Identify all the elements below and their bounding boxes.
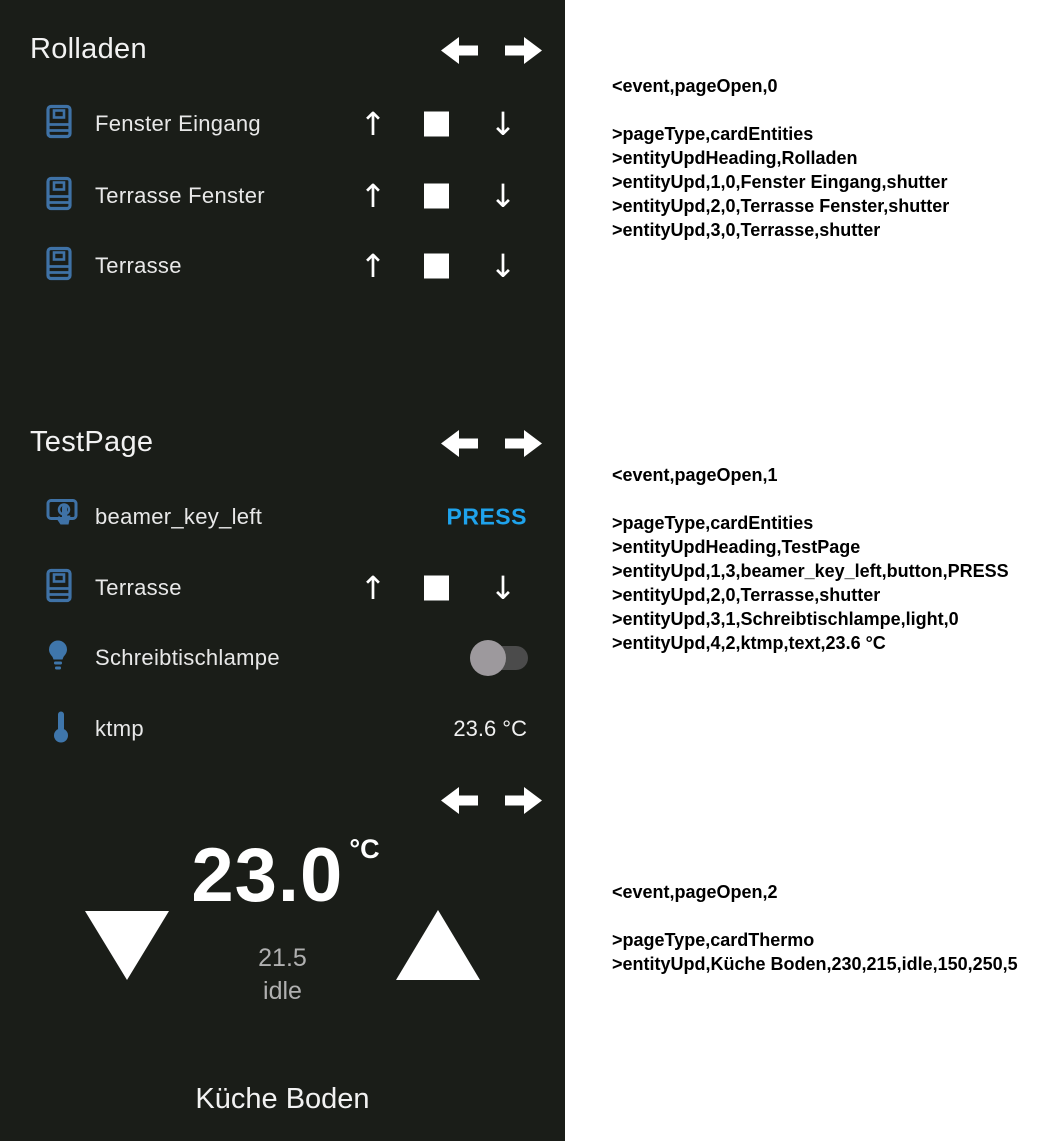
log-line: >entityUpdHeading,Rolladen (612, 148, 858, 168)
entity-row (0, 244, 565, 288)
nav-right-icon[interactable] (505, 785, 543, 816)
entity-row (0, 174, 565, 218)
shutter-down-icon[interactable]: ↓ (489, 569, 517, 607)
nav-left-icon[interactable] (440, 785, 478, 816)
log-line: >entityUpd,2,0,Terrasse Fenster,shutter (612, 196, 950, 216)
lightbulb-icon (46, 639, 70, 678)
log-line: >entityUpd,4,2,ktmp,text,23.6 °C (612, 633, 886, 653)
log-block-page1 (612, 463, 1009, 655)
entity-label: Terrasse (95, 575, 182, 600)
shutter-up-icon[interactable]: ↑ (359, 105, 387, 143)
card-heading-testpage: TestPage (30, 426, 154, 458)
entity-label: ktmp (95, 716, 144, 741)
log-line: >pageType,cardEntities (612, 513, 814, 533)
log-line: >entityUpd,1,3,beamer_key_left,button,PRESS (612, 561, 1009, 581)
log-line: >entityUpd,Küche Boden,230,215,idle,150,250,5 (612, 954, 1018, 974)
temperature-unit: °C (349, 834, 380, 864)
shutter-icon (46, 105, 72, 144)
thermometer-icon (52, 710, 70, 749)
entity-label: beamer_key_left (95, 504, 263, 529)
entity-row (0, 102, 565, 146)
log-line: >entityUpd,1,0,Fenster Eingang,shutter (612, 172, 948, 192)
entity-row (0, 636, 565, 680)
setpoint-temperature: 21.5 (258, 944, 307, 972)
button-press-icon (46, 498, 78, 537)
shutter-icon (46, 177, 72, 216)
log-block-page0 (612, 74, 949, 242)
log-line (612, 904, 1018, 928)
entity-label: Schreibtischlampe (95, 645, 280, 670)
log-block-page2 (612, 880, 1018, 976)
light-toggle[interactable] (470, 640, 528, 676)
entity-row (0, 495, 565, 539)
entity-label: Terrasse (95, 253, 182, 278)
shutter-icon (46, 569, 72, 608)
thermostat-name: Küche Boden (195, 1083, 370, 1115)
nav-right-icon[interactable] (505, 428, 543, 459)
log-line: >entityUpd,3,0,Terrasse,shutter (612, 220, 881, 240)
current-temperature (0, 833, 565, 918)
nav-left-icon[interactable] (440, 35, 478, 66)
nav-right-icon[interactable] (505, 35, 543, 66)
entity-label: Fenster Eingang (95, 111, 261, 136)
temperature-value: 23.6 °C (453, 716, 527, 741)
log-line (612, 98, 949, 122)
nav-left-icon[interactable] (440, 428, 478, 459)
entity-label: Terrasse Fenster (95, 183, 265, 208)
current-temperature-value: 23.0 (191, 833, 344, 918)
hvac-state: idle (263, 977, 302, 1005)
shutter-stop-icon[interactable] (424, 254, 449, 279)
log-line: <event,pageOpen,0 (612, 76, 778, 96)
shutter-up-icon[interactable]: ↑ (359, 177, 387, 215)
card-heading-rolladen: Rolladen (30, 33, 147, 65)
log-line: <event,pageOpen,2 (612, 882, 778, 902)
shutter-stop-icon[interactable] (424, 576, 449, 601)
shutter-down-icon[interactable]: ↓ (489, 177, 517, 215)
entity-row (0, 566, 565, 610)
log-line (612, 487, 1009, 511)
shutter-up-icon[interactable]: ↑ (359, 569, 387, 607)
shutter-icon (46, 247, 72, 286)
shutter-up-icon[interactable]: ↑ (359, 247, 387, 285)
log-line: >entityUpd,3,1,Schreibtischlampe,light,0 (612, 609, 959, 629)
log-line: >entityUpdHeading,TestPage (612, 537, 861, 557)
shutter-down-icon[interactable]: ↓ (489, 105, 517, 143)
shutter-down-icon[interactable]: ↓ (489, 247, 517, 285)
entity-row (0, 707, 565, 751)
log-line: <event,pageOpen,1 (612, 465, 778, 485)
log-line: >pageType,cardThermo (612, 930, 815, 950)
toggle-knob (470, 640, 506, 676)
shutter-stop-icon[interactable] (424, 184, 449, 209)
log-line: >pageType,cardEntities (612, 124, 814, 144)
shutter-stop-icon[interactable] (424, 112, 449, 137)
log-line: >entityUpd,2,0,Terrasse,shutter (612, 585, 881, 605)
press-button[interactable]: PRESS (446, 503, 527, 530)
